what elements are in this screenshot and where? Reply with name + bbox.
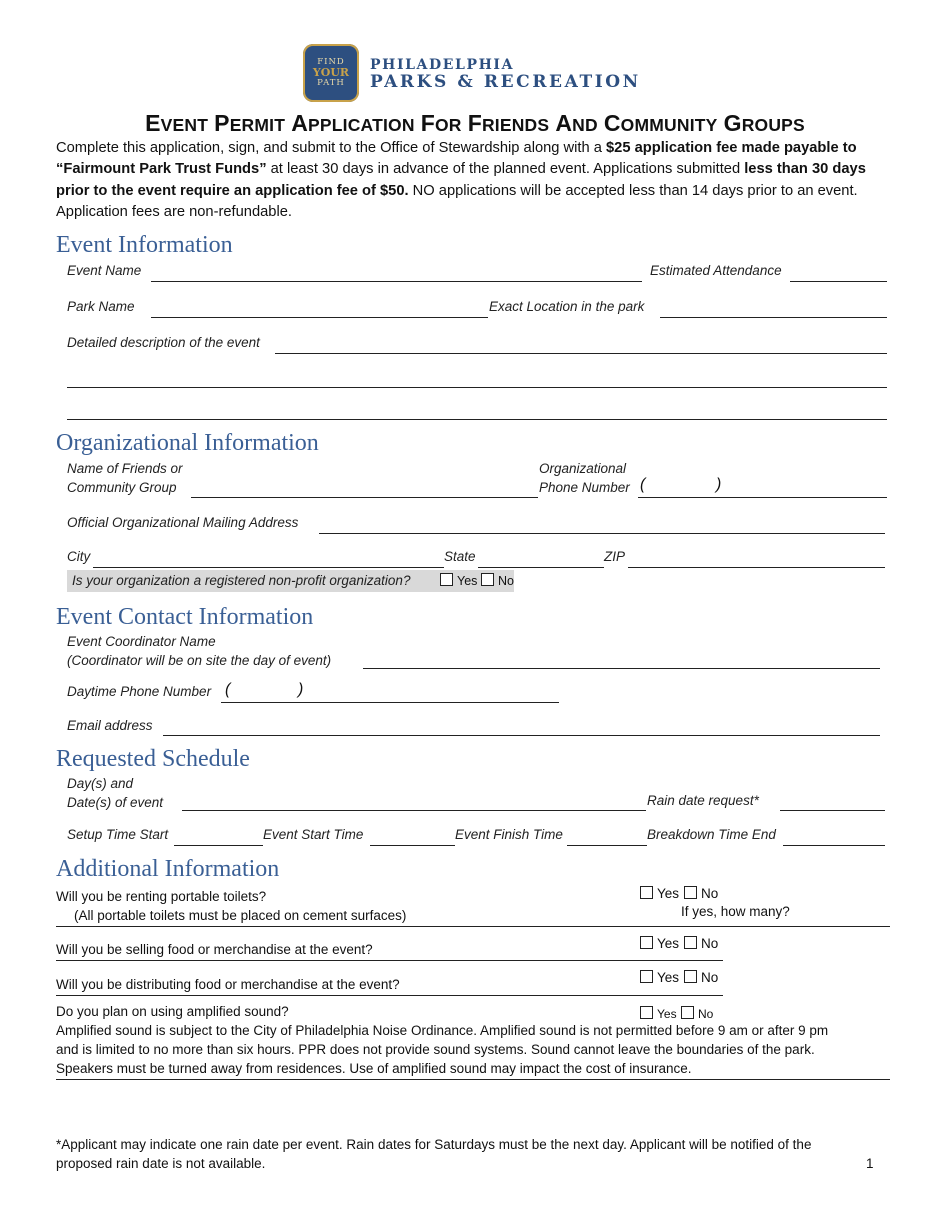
- rain-date-label: Rain date request*: [647, 793, 759, 808]
- sound-question: Do you plan on using amplified sound?: [56, 1004, 289, 1019]
- nonprofit-yes-checkbox[interactable]: [440, 573, 453, 586]
- nonprofit-no-checkbox[interactable]: [481, 573, 494, 586]
- section-event-contact-information: Event Contact Information: [56, 604, 314, 630]
- badge-line-2: YOUR: [312, 66, 350, 79]
- badge-line-1: FIND: [317, 57, 345, 67]
- park-name-label: Park Name: [67, 299, 135, 314]
- toilets-question: Will you be renting portable toilets?: [56, 889, 267, 904]
- title-word: GROUPS: [723, 110, 805, 136]
- mailing-address-label: Official Organizational Mailing Address: [67, 515, 299, 530]
- intro-text-2: at least 30 days in advance of the planned event. Applications submitted: [266, 161, 745, 178]
- state-label: State: [444, 549, 476, 564]
- distributing-no-checkbox[interactable]: [684, 970, 697, 983]
- title-word: COMMUNITY: [603, 110, 718, 136]
- toilets-yes-option[interactable]: [640, 886, 679, 901]
- city-field[interactable]: [93, 567, 444, 568]
- org-name-line-2: PARKS & RECREATION: [370, 72, 641, 92]
- selling-no-checkbox[interactable]: [684, 936, 697, 949]
- title-word: FRIENDS: [467, 110, 550, 136]
- description-label: Detailed description of the event: [67, 335, 260, 350]
- event-name-label: Event Name: [67, 263, 142, 278]
- selling-yes-checkbox[interactable]: [640, 936, 653, 949]
- group-name-field[interactable]: [191, 497, 538, 498]
- mailing-address-field[interactable]: [319, 533, 885, 534]
- selling-yes-option[interactable]: [640, 936, 679, 951]
- title-word: EVENT: [145, 110, 209, 136]
- zip-label: ZIP: [604, 549, 626, 564]
- group-name-label-2: Community Group: [67, 480, 177, 495]
- selling-no-label: No: [701, 936, 719, 951]
- page-title: [0, 110, 950, 137]
- nonprofit-no-option[interactable]: [481, 573, 514, 588]
- title-word: FOR: [420, 110, 462, 136]
- daytime-phone-area-open: (: [225, 681, 231, 698]
- toilets-no-checkbox[interactable]: [684, 886, 697, 899]
- selling-divider: [56, 960, 723, 961]
- intro-text-3: NO applications will be accepted less than 14 days prior to an event. Application fees are non-refundable.: [56, 182, 858, 220]
- email-label: Email address: [67, 718, 153, 733]
- sound-note-line-2: and is limited to no more than six hours. PPR does not provide sound systems. Sound cannot leave the boundaries of the park.: [56, 1042, 815, 1057]
- toilets-how-many-field[interactable]: [56, 926, 890, 927]
- description-field-line-1[interactable]: [275, 353, 887, 354]
- days-label-1: Day(s) and: [67, 776, 134, 791]
- daytime-phone-field[interactable]: [221, 702, 559, 703]
- group-name-label-1: Name of Friends or: [67, 461, 183, 476]
- breakdown-time-field[interactable]: [783, 845, 885, 846]
- breakdown-time-label: Breakdown Time End: [647, 827, 776, 842]
- section-requested-schedule: Requested Schedule: [56, 746, 250, 772]
- toilets-note: (All portable toilets must be placed on cement surfaces): [74, 908, 407, 923]
- state-field[interactable]: [478, 567, 604, 568]
- attendance-field[interactable]: [790, 281, 887, 282]
- email-field[interactable]: [163, 735, 880, 736]
- nonprofit-yes-label: Yes: [457, 574, 478, 588]
- daytime-phone-label: Daytime Phone Number: [67, 684, 212, 699]
- footer-note-line-2: proposed rain date is not available.: [56, 1156, 266, 1171]
- section-organizational-information: Organizational Information: [56, 430, 319, 456]
- intro-bold-1: $25 application fee made payable to “Fairmount Park Trust Funds”: [56, 140, 857, 178]
- sound-yes-option[interactable]: [640, 1006, 677, 1021]
- sound-no-checkbox[interactable]: [681, 1006, 694, 1019]
- days-label-2: Date(s) of event: [67, 795, 164, 810]
- setup-time-label: Setup Time Start: [67, 827, 169, 842]
- title-word: AND: [555, 110, 598, 136]
- intro-paragraph: [56, 138, 890, 223]
- footer-note-line-1: *Applicant may indicate one rain date per event. Rain dates for Saturdays must be the next day. Applicant will be notified of the: [56, 1137, 812, 1152]
- org-phone-label-1: Organizational: [539, 461, 627, 476]
- setup-time-field[interactable]: [174, 845, 263, 846]
- nonprofit-no-label: No: [498, 574, 514, 588]
- coordinator-name-field[interactable]: [363, 668, 880, 669]
- exact-location-field[interactable]: [660, 317, 887, 318]
- org-phone-field[interactable]: [638, 497, 887, 498]
- section-event-information: Event Information: [56, 232, 233, 258]
- start-time-field[interactable]: [370, 845, 455, 846]
- toilets-no-label: No: [701, 886, 719, 901]
- finish-time-label: Event Finish Time: [455, 827, 563, 842]
- badge-line-3: PATH: [317, 78, 345, 88]
- event-name-field[interactable]: [151, 281, 642, 282]
- exact-location-label: Exact Location in the park: [489, 299, 645, 314]
- zip-field[interactable]: [628, 567, 885, 568]
- org-phone-area-close: ): [716, 476, 722, 493]
- finish-time-field[interactable]: [567, 845, 647, 846]
- sound-note-line-1: Amplified sound is subject to the City of Philadelphia Noise Ordinance. Amplified sound is not permitted before 9 am or after 9 pm: [56, 1023, 829, 1038]
- sound-note-line-3: Speakers must be turned away from residences. Use of amplified sound may impact the cost of insurance.: [56, 1061, 692, 1076]
- selling-yes-label: Yes: [657, 936, 680, 951]
- city-label: City: [67, 549, 91, 564]
- days-dates-field[interactable]: [182, 810, 646, 811]
- toilets-how-many-label: If yes, how many?: [681, 904, 790, 919]
- coordinator-label-1: Event Coordinator Name: [67, 634, 216, 649]
- sound-no-option[interactable]: [681, 1006, 713, 1021]
- distributing-divider: [56, 995, 723, 996]
- logo-badge: [303, 44, 359, 102]
- sound-divider: [56, 1079, 890, 1080]
- distributing-yes-label: Yes: [657, 970, 680, 985]
- sound-no-label: No: [698, 1007, 714, 1021]
- attendance-label: Estimated Attendance: [650, 263, 782, 278]
- rain-date-field[interactable]: [780, 810, 885, 811]
- distributing-question: Will you be distributing food or merchandise at the event?: [56, 977, 400, 992]
- sound-yes-label: Yes: [657, 1007, 677, 1021]
- distributing-no-label: No: [701, 970, 719, 985]
- selling-question: Will you be selling food or merchandise at the event?: [56, 942, 373, 957]
- nonprofit-question: Is your organization a registered non-profit organization?: [72, 573, 411, 588]
- description-field-line-2[interactable]: [67, 387, 887, 388]
- coordinator-label-2: (Coordinator will be on site the day of event): [67, 653, 332, 668]
- sound-yes-checkbox[interactable]: [640, 1006, 653, 1019]
- org-phone-area-open: (: [640, 476, 646, 493]
- org-phone-label-2: Phone Number: [539, 480, 630, 495]
- page-number: 1: [866, 1156, 874, 1171]
- selling-no-option[interactable]: [684, 936, 718, 951]
- title-word: APPLICATION: [291, 110, 415, 136]
- distributing-yes-option[interactable]: [640, 970, 679, 985]
- start-time-label: Event Start Time: [263, 827, 364, 842]
- toilets-yes-label: Yes: [657, 886, 680, 901]
- distributing-yes-checkbox[interactable]: [640, 970, 653, 983]
- park-name-field[interactable]: [151, 317, 488, 318]
- title-word: PERMIT: [214, 110, 286, 136]
- nonprofit-yes-option[interactable]: [440, 573, 477, 588]
- intro-text-1: Complete this application, sign, and submit to the Office of Stewardship along with a: [56, 140, 606, 156]
- distributing-no-option[interactable]: [684, 970, 718, 985]
- toilets-yes-checkbox[interactable]: [640, 886, 653, 899]
- section-additional-information: Additional Information: [56, 856, 280, 882]
- toilets-no-option[interactable]: [684, 886, 718, 901]
- daytime-phone-area-close: ): [298, 681, 304, 698]
- intro-bold-2: less than 30 days prior to the event require an application fee of $50.: [56, 161, 866, 199]
- description-field-line-3[interactable]: [67, 419, 887, 420]
- org-name-line-1: PHILADELPHIA: [370, 57, 515, 73]
